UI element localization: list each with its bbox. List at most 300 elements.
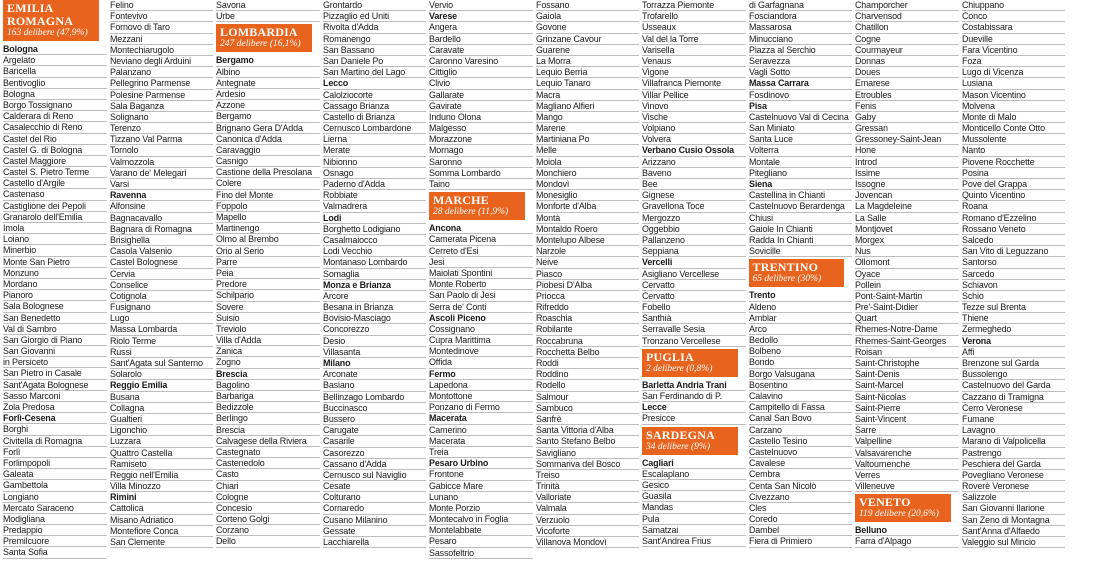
- municipality-name: La Salle: [855, 213, 958, 224]
- region-delibere-count: 163 delibere (47,9%): [7, 28, 88, 38]
- municipality-name: Arcore: [323, 291, 426, 302]
- municipality-name: Mussolente: [962, 134, 1065, 145]
- municipality-name: Chatillon: [855, 22, 958, 33]
- province-name: Ravenna: [110, 190, 213, 201]
- municipality-name: San Miniato: [749, 123, 852, 134]
- municipality-name: Roccabruna: [536, 336, 639, 347]
- municipality-name: Salizzole: [962, 492, 1065, 503]
- municipality-name: Affi: [962, 347, 1065, 358]
- province-name: Trento: [749, 290, 852, 301]
- municipality-name: Parre: [216, 257, 319, 268]
- municipality-name: Cerro Veronese: [962, 403, 1065, 414]
- municipality-name: Chiuppano: [962, 0, 1065, 11]
- municipality-name: Verres: [855, 470, 958, 481]
- municipality-name: Bedizzole: [216, 402, 319, 413]
- municipality-name: Monte Porzio: [429, 503, 532, 514]
- municipality-name: Treviolo: [216, 324, 319, 335]
- municipality-name: Luzzara: [110, 436, 213, 447]
- municipality-name: Bagnacavallo: [110, 213, 213, 224]
- municipality-name: Induno Olona: [429, 112, 532, 123]
- municipality-name: Vervio: [429, 0, 532, 11]
- municipality-name: Monforte d'Alba: [536, 201, 639, 212]
- municipality-name: Canonica d'Adda: [216, 134, 319, 145]
- municipality-name: Santo Stefano Belbo: [536, 436, 639, 447]
- municipality-name: Moiola: [536, 157, 639, 168]
- municipality-name: Cusano Milanino: [323, 515, 426, 526]
- municipality-name: di Garfagnana: [749, 0, 852, 11]
- municipality-list: [429, 0, 533, 190]
- municipality-name: Vicoforte: [536, 526, 639, 537]
- column-1: [0, 0, 107, 565]
- municipality-name: Saint-Marcel: [855, 380, 958, 391]
- municipality-name: Pallanzeno: [642, 235, 745, 246]
- municipality-name: Bolbeno: [749, 346, 852, 357]
- municipality-name: Fumane: [962, 414, 1065, 425]
- municipality-name: Antegnate: [216, 78, 319, 89]
- municipality-name: Serravalle Sesia: [642, 324, 745, 335]
- municipality-name: Morazzone: [429, 134, 532, 145]
- municipality-name: Lacchiarella: [323, 537, 426, 548]
- municipality-name: Cervatto: [642, 291, 745, 302]
- municipality-list: [216, 55, 320, 547]
- municipality-name: Savona: [216, 0, 319, 11]
- province-name: Siena: [749, 179, 852, 190]
- municipality-name: Carzano: [749, 425, 852, 436]
- municipality-name: Reggio nell'Emilia: [110, 470, 213, 481]
- municipality-name: Fara Vicentino: [962, 45, 1065, 56]
- municipality-name: Govone: [536, 22, 639, 33]
- column-2: [107, 0, 214, 565]
- municipality-name: Neviano degli Arduini: [110, 56, 213, 67]
- municipality-name: Coredo: [749, 514, 852, 525]
- municipality-name: Fiera di Primiero: [749, 536, 852, 547]
- municipality-name: Somma Lombardo: [429, 168, 532, 179]
- municipality-name: Cerreto d'Esi: [429, 246, 532, 257]
- region-name: LOMBARDIA: [220, 25, 298, 40]
- municipality-name: Collagna: [110, 403, 213, 414]
- municipality-name: Santorso: [962, 257, 1065, 268]
- municipality-name: Treia: [429, 447, 532, 458]
- municipality-name: Melle: [536, 145, 639, 156]
- municipality-name: Bussero: [323, 414, 426, 425]
- municipality-name: Mornago: [429, 145, 532, 156]
- municipality-name: Trofarello: [642, 11, 745, 22]
- municipality-name: Schiavon: [962, 280, 1065, 291]
- municipality-name: Borghetto Lodigiano: [323, 224, 426, 235]
- municipality-name: Castenaso: [3, 189, 106, 200]
- municipality-name: San Giovanni: [3, 346, 106, 357]
- municipality-name: Ardesio: [216, 89, 319, 100]
- municipality-name: Mercato Saraceno: [3, 503, 106, 514]
- municipality-name: Introd: [855, 157, 958, 168]
- municipality-name: Rodello: [536, 380, 639, 391]
- province-name: Forlì-Cesena: [3, 413, 106, 424]
- municipality-name: Gabicce Mare: [429, 481, 532, 492]
- municipality-name: Corteno Golgi: [216, 514, 319, 525]
- municipality-name: La Magdeleine: [855, 201, 958, 212]
- municipality-name: Offida: [429, 357, 532, 368]
- municipality-name: Castel Maggiore: [3, 156, 106, 167]
- municipality-name: Tizzano Val Parma: [110, 134, 213, 145]
- municipality-name: La Morra: [536, 56, 639, 67]
- municipality-name: Calavino: [749, 391, 852, 402]
- municipality-name: Roaschia: [536, 313, 639, 324]
- municipality-name: Montecalvo in Foglia: [429, 514, 532, 525]
- municipality-name: Granarolo dell'Emilia: [3, 212, 106, 223]
- municipality-name: Mergozzo: [642, 213, 745, 224]
- municipality-name: Casarile: [323, 436, 426, 447]
- municipality-name: Valtournenche: [855, 459, 958, 470]
- municipality-name: Guarene: [536, 45, 639, 56]
- municipality-name: Zola Predosa: [3, 402, 106, 413]
- municipality-name: Concorezzo: [323, 324, 426, 335]
- municipality-list: [110, 0, 214, 548]
- municipality-name: Montjovet: [855, 224, 958, 235]
- municipality-name: Fosdinovo: [749, 90, 852, 101]
- municipality-name: Grinzane Cavour: [536, 34, 639, 45]
- municipality-name: Casalecchio di Reno: [3, 122, 106, 133]
- municipality-name: Castello di Brianza: [323, 112, 426, 123]
- municipality-name: Varano de' Melegari: [110, 168, 213, 179]
- municipality-list: [642, 0, 746, 347]
- municipality-name: Corzano: [216, 525, 319, 536]
- municipality-name: Lequio Tanaro: [536, 78, 639, 89]
- municipality-name: Pesaro: [429, 536, 532, 547]
- region-header: [642, 349, 738, 377]
- municipality-name: Peschiera del Garda: [962, 459, 1065, 470]
- municipality-name: Cembra: [749, 469, 852, 480]
- municipality-name: Palanzano: [110, 67, 213, 78]
- municipality-list: [962, 0, 1066, 548]
- province-name: Bologna: [3, 44, 106, 55]
- region-delibere-count: 2 delibere (0,8%): [646, 363, 713, 374]
- municipality-name: Solarolo: [110, 369, 213, 380]
- municipality-name: Lugo di Vicenza: [962, 67, 1065, 78]
- municipality-name: San Pietro in Casale: [3, 368, 106, 379]
- municipality-name: Foza: [962, 56, 1065, 67]
- municipality-name: Macerata: [429, 436, 532, 447]
- municipality-name: Issime: [855, 168, 958, 179]
- municipality-name: Cossignano: [429, 324, 532, 335]
- region-header: [429, 192, 525, 220]
- municipality-name: Bedollo: [749, 335, 852, 346]
- municipality-name: Emarese: [855, 78, 958, 89]
- municipality-name: Piasco: [536, 269, 639, 280]
- municipality-list: [536, 0, 640, 548]
- municipality-name: Castello Tesino: [749, 436, 852, 447]
- municipality-name: Castiglione dei Pepoli: [3, 201, 106, 212]
- municipality-name: Villafranca Piemonte: [642, 78, 745, 89]
- municipality-name: Radda In Chianti: [749, 235, 852, 246]
- municipality-name: Polesine Parmense: [110, 90, 213, 101]
- municipality-name: Buccinasco: [323, 403, 426, 414]
- municipality-name: Salmour: [536, 392, 639, 403]
- municipality-name: Villanova Mondovì: [536, 537, 639, 548]
- region-delibere-count: 65 delibere (30%): [752, 274, 822, 285]
- province-name: Lecce: [642, 402, 745, 413]
- municipality-name: Varisella: [642, 45, 745, 56]
- municipality-name: Dello: [216, 536, 319, 547]
- municipality-name: Volvera: [642, 134, 745, 145]
- municipality-name: Cles: [749, 503, 852, 514]
- municipality-name: Sovicille: [749, 246, 852, 257]
- municipality-name: San Giorgio di Piano: [3, 335, 106, 346]
- municipality-name: Cupra Marittima: [429, 335, 532, 346]
- municipality-name: Cittiglio: [429, 67, 532, 78]
- province-name: Reggio Emilia: [110, 380, 213, 391]
- municipality-name: Quattro Castella: [110, 448, 213, 459]
- municipality-name: Mezzani: [110, 34, 213, 45]
- municipality-name: Caravate: [429, 45, 532, 56]
- municipality-name: Bagolino: [216, 380, 319, 391]
- municipality-name: Sant'Andrea Frius: [642, 536, 745, 547]
- municipality-name: Jovencan: [855, 190, 958, 201]
- province-name: Lecco: [323, 78, 426, 89]
- municipality-name: San Benedetto: [3, 313, 106, 324]
- municipality-name: Castelnuovo: [749, 447, 852, 458]
- municipality-name: Castel G. di Bologna: [3, 145, 106, 156]
- municipality-name: Sarre: [855, 425, 958, 436]
- municipality-name: Calvagese della Riviera: [216, 436, 319, 447]
- municipality-name: Montedinove: [429, 346, 532, 357]
- municipality-name: Castel del Rio: [3, 134, 106, 145]
- municipality-name: Brescia: [216, 425, 319, 436]
- municipality-name: Rocchetta Belbo: [536, 347, 639, 358]
- region-delibere-count: 247 delibere (16,1%): [220, 39, 301, 50]
- municipality-name: Gravellona Toce: [642, 201, 745, 212]
- municipality-name: Forlì: [3, 447, 106, 458]
- municipality-name: Torrazza Piemonte: [642, 0, 745, 11]
- municipality-name: Russi: [110, 347, 213, 358]
- municipality-list: [642, 458, 746, 548]
- municipality-name: Bergamo: [216, 111, 319, 122]
- municipality-name: Santa Vittoria d'Alba: [536, 425, 639, 436]
- municipality-name: Gambettola: [3, 480, 106, 491]
- municipality-name: Longiano: [3, 492, 106, 503]
- municipality-name: Amblar: [749, 313, 852, 324]
- municipality-name: Montefiore Conca: [110, 526, 213, 537]
- municipality-name: Bardello: [429, 34, 532, 45]
- municipality-name: Monte San Pietro: [3, 257, 106, 268]
- municipality-name: Carugate: [323, 425, 426, 436]
- municipality-name: Cogne: [855, 34, 958, 45]
- municipality-name: Bologna: [3, 89, 106, 100]
- municipality-name: Monchiero: [536, 168, 639, 179]
- municipality-name: Lodi Vecchio: [323, 246, 426, 257]
- municipality-name: Olmo al Brembo: [216, 234, 319, 245]
- municipality-name: Brisighella: [110, 235, 213, 246]
- municipality-name: Fontevivo: [110, 11, 213, 22]
- municipality-name: Piazza al Serchio: [749, 45, 852, 56]
- province-name: Pisa: [749, 101, 852, 112]
- municipality-name: Gualtieri: [110, 414, 213, 425]
- municipality-name: Pula: [642, 514, 745, 525]
- municipality-name: Romano d'Ezzelino: [962, 213, 1065, 224]
- municipality-name: Massarosa: [749, 22, 852, 33]
- municipality-name: San Bassano: [323, 45, 426, 56]
- municipality-name: Pianoro: [3, 290, 106, 301]
- municipality-name: Lavagno: [962, 425, 1065, 436]
- municipality-name: Camerino: [429, 425, 532, 436]
- municipality-name: Pre'-Saint-Didier: [855, 302, 958, 313]
- municipality-name: Loiano: [3, 234, 106, 245]
- municipality-name: Sanfrè: [536, 414, 639, 425]
- column-3: [213, 0, 320, 565]
- municipality-name: Forlimpopoli: [3, 458, 106, 469]
- municipality-name: San Zeno di Montagna: [962, 515, 1065, 526]
- municipality-name: Rivolta d'Adda: [323, 22, 426, 33]
- municipality-name: Casnigo: [216, 156, 319, 167]
- municipality-name: Zanica: [216, 346, 319, 357]
- municipality-name: Venaus: [642, 56, 745, 67]
- municipality-name: Castenedolo: [216, 458, 319, 469]
- municipality-name: Grontardo: [323, 0, 426, 11]
- municipality-name: Marano di Valpolicella: [962, 436, 1065, 447]
- municipality-name: Neive: [536, 257, 639, 268]
- municipality-name: Pellegrino Parmense: [110, 78, 213, 89]
- municipality-name: Pont-Saint-Martin: [855, 291, 958, 302]
- municipality-name: Piovene Rocchette: [962, 157, 1065, 168]
- municipality-name: Casorezzo: [323, 448, 426, 459]
- municipality-name: Riolo Terme: [110, 336, 213, 347]
- municipality-name: Desio: [323, 336, 426, 347]
- municipality-name: Robbiate: [323, 190, 426, 201]
- municipality-name: Premilcuore: [3, 536, 106, 547]
- municipality-name: Valpelline: [855, 436, 958, 447]
- municipality-name: Monzuno: [3, 268, 106, 279]
- municipality-name: Chiari: [216, 481, 319, 492]
- municipality-name: Rossano Veneto: [962, 224, 1065, 235]
- municipality-name: Valmala: [536, 503, 639, 514]
- municipality-name: Arco: [749, 324, 852, 335]
- municipality-name: Baricella: [3, 66, 106, 77]
- municipality-name: Cotignola: [110, 291, 213, 302]
- municipality-name: Camerata Picena: [429, 234, 532, 245]
- municipality-name: Ramiseto: [110, 459, 213, 470]
- municipality-name: Mango: [536, 112, 639, 123]
- municipality-name: Charvensod: [855, 11, 958, 22]
- municipality-name: Bellinzago Lombardo: [323, 392, 426, 403]
- region-name: TRENTINO: [752, 260, 819, 275]
- municipality-name: Martinengo: [216, 223, 319, 234]
- municipality-name: Gaiola: [536, 11, 639, 22]
- province-name: Verbano Cusio Ossola: [642, 145, 745, 156]
- municipality-name: Sovere: [216, 302, 319, 313]
- region-header: [3, 0, 99, 41]
- municipality-name: Vagli Sotto: [749, 67, 852, 78]
- municipality-name: Fenis: [855, 101, 958, 112]
- municipality-name: Gesico: [642, 480, 745, 491]
- municipality-name: Aldeno: [749, 302, 852, 313]
- municipality-name: Basiano: [323, 380, 426, 391]
- municipality-name: Saint-Denis: [855, 369, 958, 380]
- municipality-name: Monesiglio: [536, 190, 639, 201]
- municipality-name: Clivio: [429, 78, 532, 89]
- municipality-name: Montechiarugolo: [110, 45, 213, 56]
- municipality-name: Frontone: [429, 469, 532, 480]
- municipality-name: Ligonchio: [110, 425, 213, 436]
- municipality-name: Lugo: [110, 313, 213, 324]
- municipality-list: [429, 223, 533, 559]
- municipality-name: Concesio: [216, 503, 319, 514]
- province-name: Barletta Andria Trani: [642, 380, 745, 391]
- region-name: VENETO: [859, 495, 911, 510]
- province-name: Belluno: [855, 525, 958, 536]
- municipality-name: Calolziocorte: [323, 90, 426, 101]
- municipality-name: Villasanta: [323, 347, 426, 358]
- municipality-name: Cornaredo: [323, 503, 426, 514]
- municipality-name: Nus: [855, 246, 958, 257]
- municipality-name: Rhemes-Saint-Georges: [855, 336, 958, 347]
- municipality-name: Champorcher: [855, 0, 958, 11]
- municipality-name: Saint-Vincent: [855, 414, 958, 425]
- municipality-name: Mandas: [642, 502, 745, 513]
- municipality-name: Saint-Nicolas: [855, 392, 958, 403]
- province-name: Varese: [429, 11, 532, 22]
- municipality-name: San Ferdinando di P.: [642, 391, 745, 402]
- municipality-name: Sommariva del Bosco: [536, 459, 639, 470]
- region-header: [749, 259, 845, 287]
- municipality-name: Fosciandora: [749, 11, 852, 22]
- municipality-name: Cassano d'Adda: [323, 459, 426, 470]
- municipality-name: Taino: [429, 179, 532, 190]
- region-delibere-count: 119 delibere (20,6%): [859, 509, 939, 520]
- municipality-name: Nanto: [962, 145, 1065, 156]
- municipality-name: Conco: [962, 11, 1065, 22]
- municipality-name: Castione della Presolana: [216, 167, 319, 178]
- municipality-name: Lusiana: [962, 78, 1065, 89]
- municipality-name: Paderno d'Adda: [323, 179, 426, 190]
- municipality-name: Valmozzola: [110, 157, 213, 168]
- municipality-name: Quinto Vicentino: [962, 190, 1065, 201]
- municipality-name: Bosentino: [749, 380, 852, 391]
- municipality-name: Montelupo Albese: [536, 235, 639, 246]
- municipality-name: Schio: [962, 291, 1065, 302]
- municipality-name: Fornovo di Taro: [110, 22, 213, 33]
- province-name: Verona: [962, 336, 1065, 347]
- municipality-name: Sant'Agata sul Santerno: [110, 358, 213, 369]
- municipality-name: Dueville: [962, 34, 1065, 45]
- region-header: [642, 427, 738, 455]
- municipality-name: Berlingo: [216, 413, 319, 424]
- municipality-name: Santa Luce: [749, 134, 852, 145]
- municipality-name: Orio al Serio: [216, 246, 319, 257]
- municipality-name: Tronzano Vercellese: [642, 336, 745, 347]
- municipality-name: Salcedo: [962, 235, 1065, 246]
- municipality-name: Borghi: [3, 424, 106, 435]
- municipality-name: Fobello: [642, 302, 745, 313]
- municipality-name: Casalmaiocco: [323, 235, 426, 246]
- municipality-name: Sant'Anna d'Alfaedo: [962, 526, 1065, 537]
- municipality-name: Mapello: [216, 212, 319, 223]
- municipality-name: Chiusi: [749, 213, 852, 224]
- municipality-name: Val di Sambro: [3, 324, 106, 335]
- municipality-name: Monte di Malo: [962, 112, 1065, 123]
- municipality-name: Usseaux: [642, 22, 745, 33]
- municipality-name: San Giovanni Ilarione: [962, 503, 1065, 514]
- municipality-name: Villar Pellice: [642, 90, 745, 101]
- municipality-name: Cervia: [110, 269, 213, 280]
- municipality-name: Zogno: [216, 357, 319, 368]
- municipality-name: Vigone: [642, 67, 745, 78]
- municipality-list: [749, 0, 853, 257]
- province-name: Milano: [323, 358, 426, 369]
- municipality-name: Varsi: [110, 179, 213, 190]
- municipality-name: Issogne: [855, 179, 958, 190]
- municipality-name: Brenzone sul Garda: [962, 358, 1065, 369]
- municipality-name: Rifreddo: [536, 302, 639, 313]
- municipality-name: Pastrengo: [962, 448, 1065, 459]
